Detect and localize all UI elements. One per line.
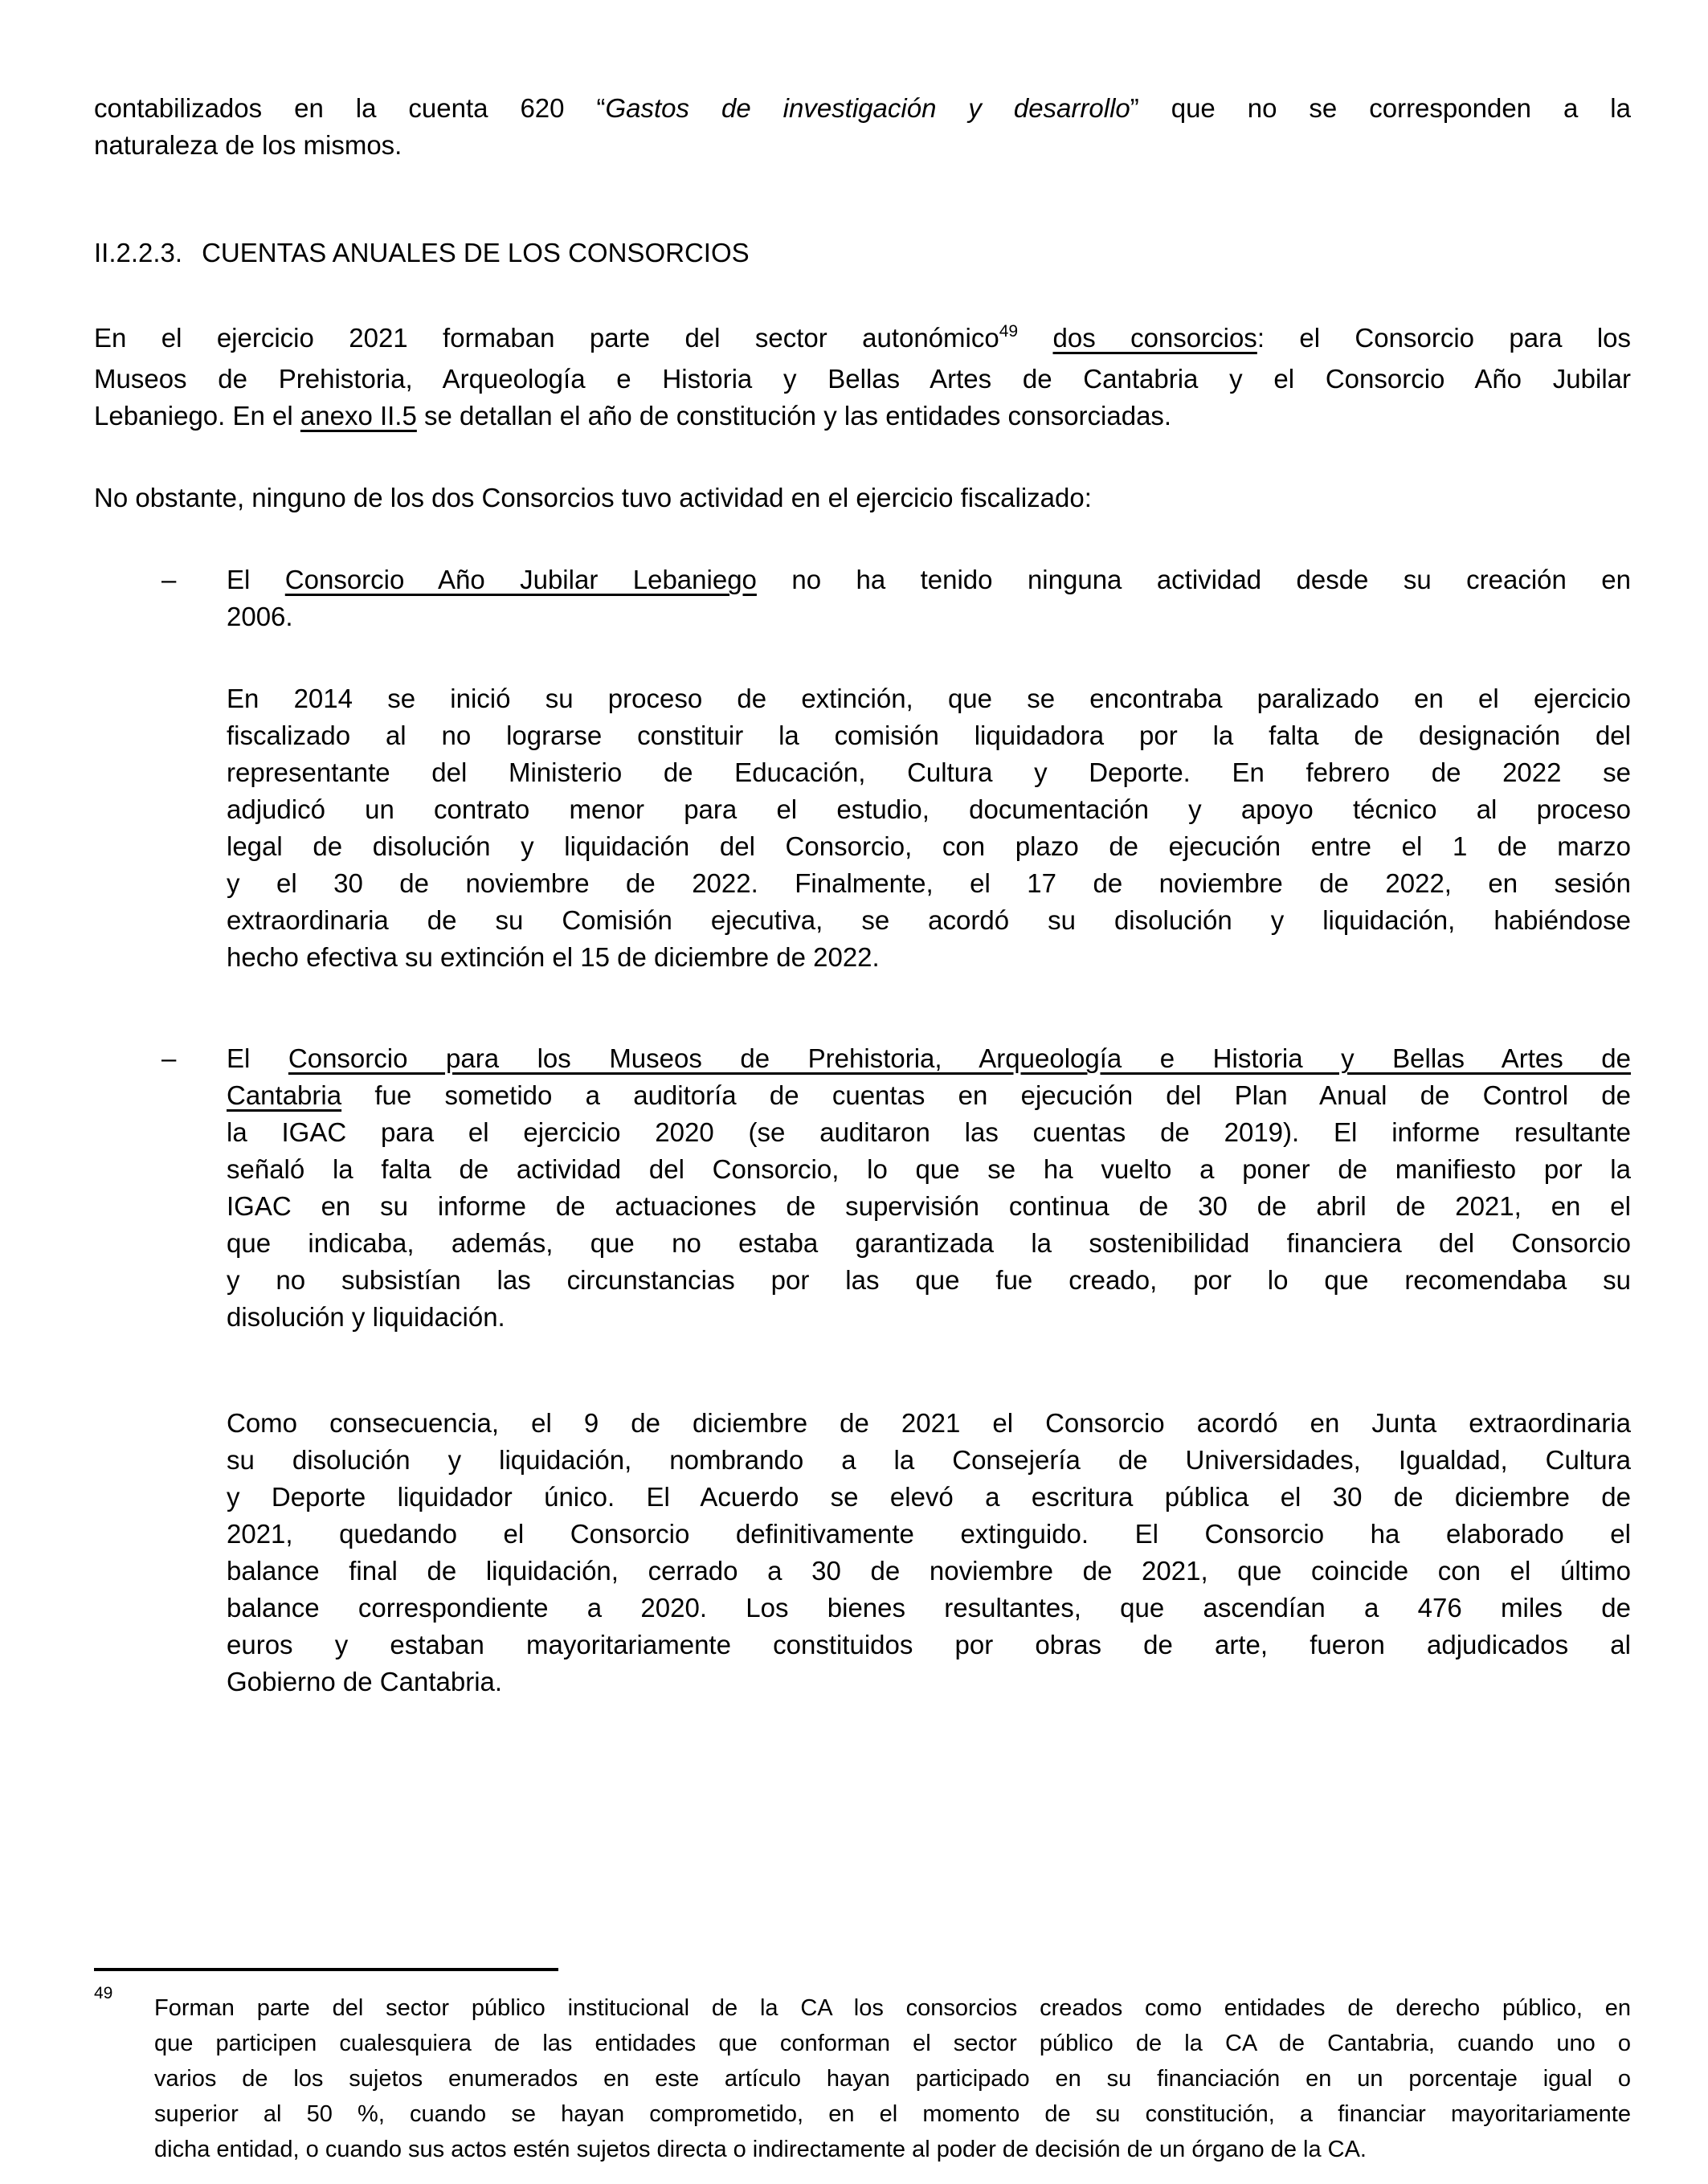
footnote-divider [94, 1968, 558, 1971]
text-line: varios de los sujetos enumerados en este artículo hayan participado en su financiación en un porcentaje igual o [154, 2066, 1631, 2092]
intro-paragraph [94, 90, 1631, 164]
footnote [94, 1984, 1631, 2167]
bullet-museos-text [227, 1040, 1631, 1336]
text-line: El Consorcio para los Museos de Prehistoria, Arqueología e Historia y Bellas Artes de [227, 1043, 1631, 1073]
ejercicio-2021-paragraph [94, 320, 1631, 435]
no-obstante-paragraph [94, 480, 1631, 516]
text-line: 2006. [227, 602, 293, 631]
text-line: superior al 50 %, cuando se hayan comprometido, en el momento de su constitución, a financiar mayoritariamente [154, 2101, 1631, 2127]
bullet-museos [94, 1040, 1631, 1336]
text-line: legal de disolución y liquidación del Consorcio, con plazo de ejecución entre el 1 de marzo [227, 831, 1631, 861]
text-line: y el 30 de noviembre de 2022. Finalmente, el 17 de noviembre de 2022, en sesión [227, 868, 1631, 898]
section-heading-number: II.2.2.3. [94, 238, 183, 267]
text-line: extraordinaria de su Comisión ejecutiva, se acordó su disolución y liquidación, habiéndose [227, 905, 1631, 935]
text-line: El Consorcio Año Jubilar Lebaniego no ha tenido ninguna actividad desde su creación en [227, 565, 1631, 594]
text-line: Museos de Prehistoria, Arqueología e Historia y Bellas Artes de Cantabria y el Consorcio Año Jubilar [94, 364, 1631, 394]
text-line: la IGAC para el ejercicio 2020 (se auditaron las cuentas de 2019). El informe resultante [227, 1117, 1631, 1147]
text-line: Como consecuencia, el 9 de diciembre de 2021 el Consorcio acordó en Junta extraordinaria [227, 1408, 1631, 1438]
text-line: IGAC en su informe de actuaciones de supervisión continua de 30 de abril de 2021, en el [227, 1191, 1631, 1221]
bullet-dash-marker: – [161, 565, 177, 594]
bullet-museos-detail [227, 1405, 1631, 1700]
text-line: representante del Ministerio de Educación, Cultura y Deporte. En febrero de 2022 se [227, 757, 1631, 787]
section-heading-title: CUENTAS ANUALES DE LOS CONSORCIOS [202, 238, 750, 267]
bullet-lebaniego [94, 561, 1631, 635]
text-line: disolución y liquidación. [227, 1302, 505, 1332]
text-line: En 2014 se inició su proceso de extinción, que se encontraba paralizado en el ejercicio [227, 684, 1631, 713]
text-line: y no subsistían las circunstancias por las que fue creado, por lo que recomendaba su [227, 1265, 1631, 1295]
text-line: euros y estaban mayoritariamente constituidos por obras de arte, fueron adjudicados al [227, 1630, 1631, 1659]
bullet-dash-marker: – [161, 1043, 177, 1073]
text-line: 2021, quedando el Consorcio definitivamente extinguido. El Consorcio ha elaborado el [227, 1519, 1631, 1549]
text-line: su disolución y liquidación, nombrando a la Consejería de Universidades, Igualdad, Cultura [227, 1445, 1631, 1475]
text-line: que indicaba, además, que no estaba garantizada la sostenibilidad financiera del Consorcio [227, 1228, 1631, 1258]
text-line: naturaleza de los mismos. [94, 130, 402, 160]
text-line: hecho efectiva su extinción el 15 de diciembre de 2022. [227, 942, 880, 972]
text-line: No obstante, ninguno de los dos Consorcios tuvo actividad en el ejercicio fiscalizado: [94, 483, 1092, 512]
document-body [94, 90, 1631, 1700]
text-line: En el ejercicio 2021 formaban parte del sector autonómico$^{49}$ dos consorcios: el Consorcio para los [94, 322, 1632, 353]
footnote-text [154, 1990, 1631, 2167]
footnote-area [94, 1968, 1631, 2167]
bullet-lebaniego-text [227, 561, 1631, 635]
text-line: que participen cualesquiera de las entidades que conforman el sector público de la CA de Cantabria, cuando uno o [154, 2031, 1631, 2056]
text-line: balance final de liquidación, cerrado a 30 de noviembre de 2021, que coincide con el último [227, 1556, 1631, 1586]
text-line: Forman parte del sector público institucional de la CA los consorcios creados como entidades de derecho público, en [154, 1995, 1631, 2021]
text-line: Cantabria fue sometido a auditoría de cuentas en ejecución del Plan Anual de Control de [227, 1080, 1631, 1110]
footnote-marker: 49 [94, 1984, 113, 2002]
text-line: y Deporte liquidador único. El Acuerdo se elevó a escritura pública el 30 de diciembre de [227, 1482, 1631, 1512]
section-heading [94, 235, 1631, 271]
text-line: señaló la falta de actividad del Consorcio, lo que se ha vuelto a poner de manifiesto por la [227, 1154, 1631, 1184]
bullet-lebaniego-detail [227, 680, 1631, 976]
text-line: adjudicó un contrato menor para el estudio, documentación y apoyo técnico al proceso [227, 794, 1631, 824]
text-line: fiscalizado al no lograrse constituir la comisión liquidadora por la falta de designación del [227, 721, 1631, 750]
text-line: Gobierno de Cantabria. [227, 1667, 503, 1696]
text-line: contabilizados en la cuenta 620 “Gastos de investigación y desarrollo” que no se corresponden a la [94, 93, 1631, 123]
text-line: balance correspondiente a 2020. Los bienes resultantes, que ascendían a 476 miles de [227, 1593, 1631, 1623]
text-line: Lebaniego. En el anexo II.5 se detallan el año de constitución y las entidades consorciadas. [94, 401, 1172, 431]
text-line: dicha entidad, o cuando sus actos estén sujetos directa o indirectamente al poder de decisión de un órgano de la CA. [154, 2137, 1367, 2162]
